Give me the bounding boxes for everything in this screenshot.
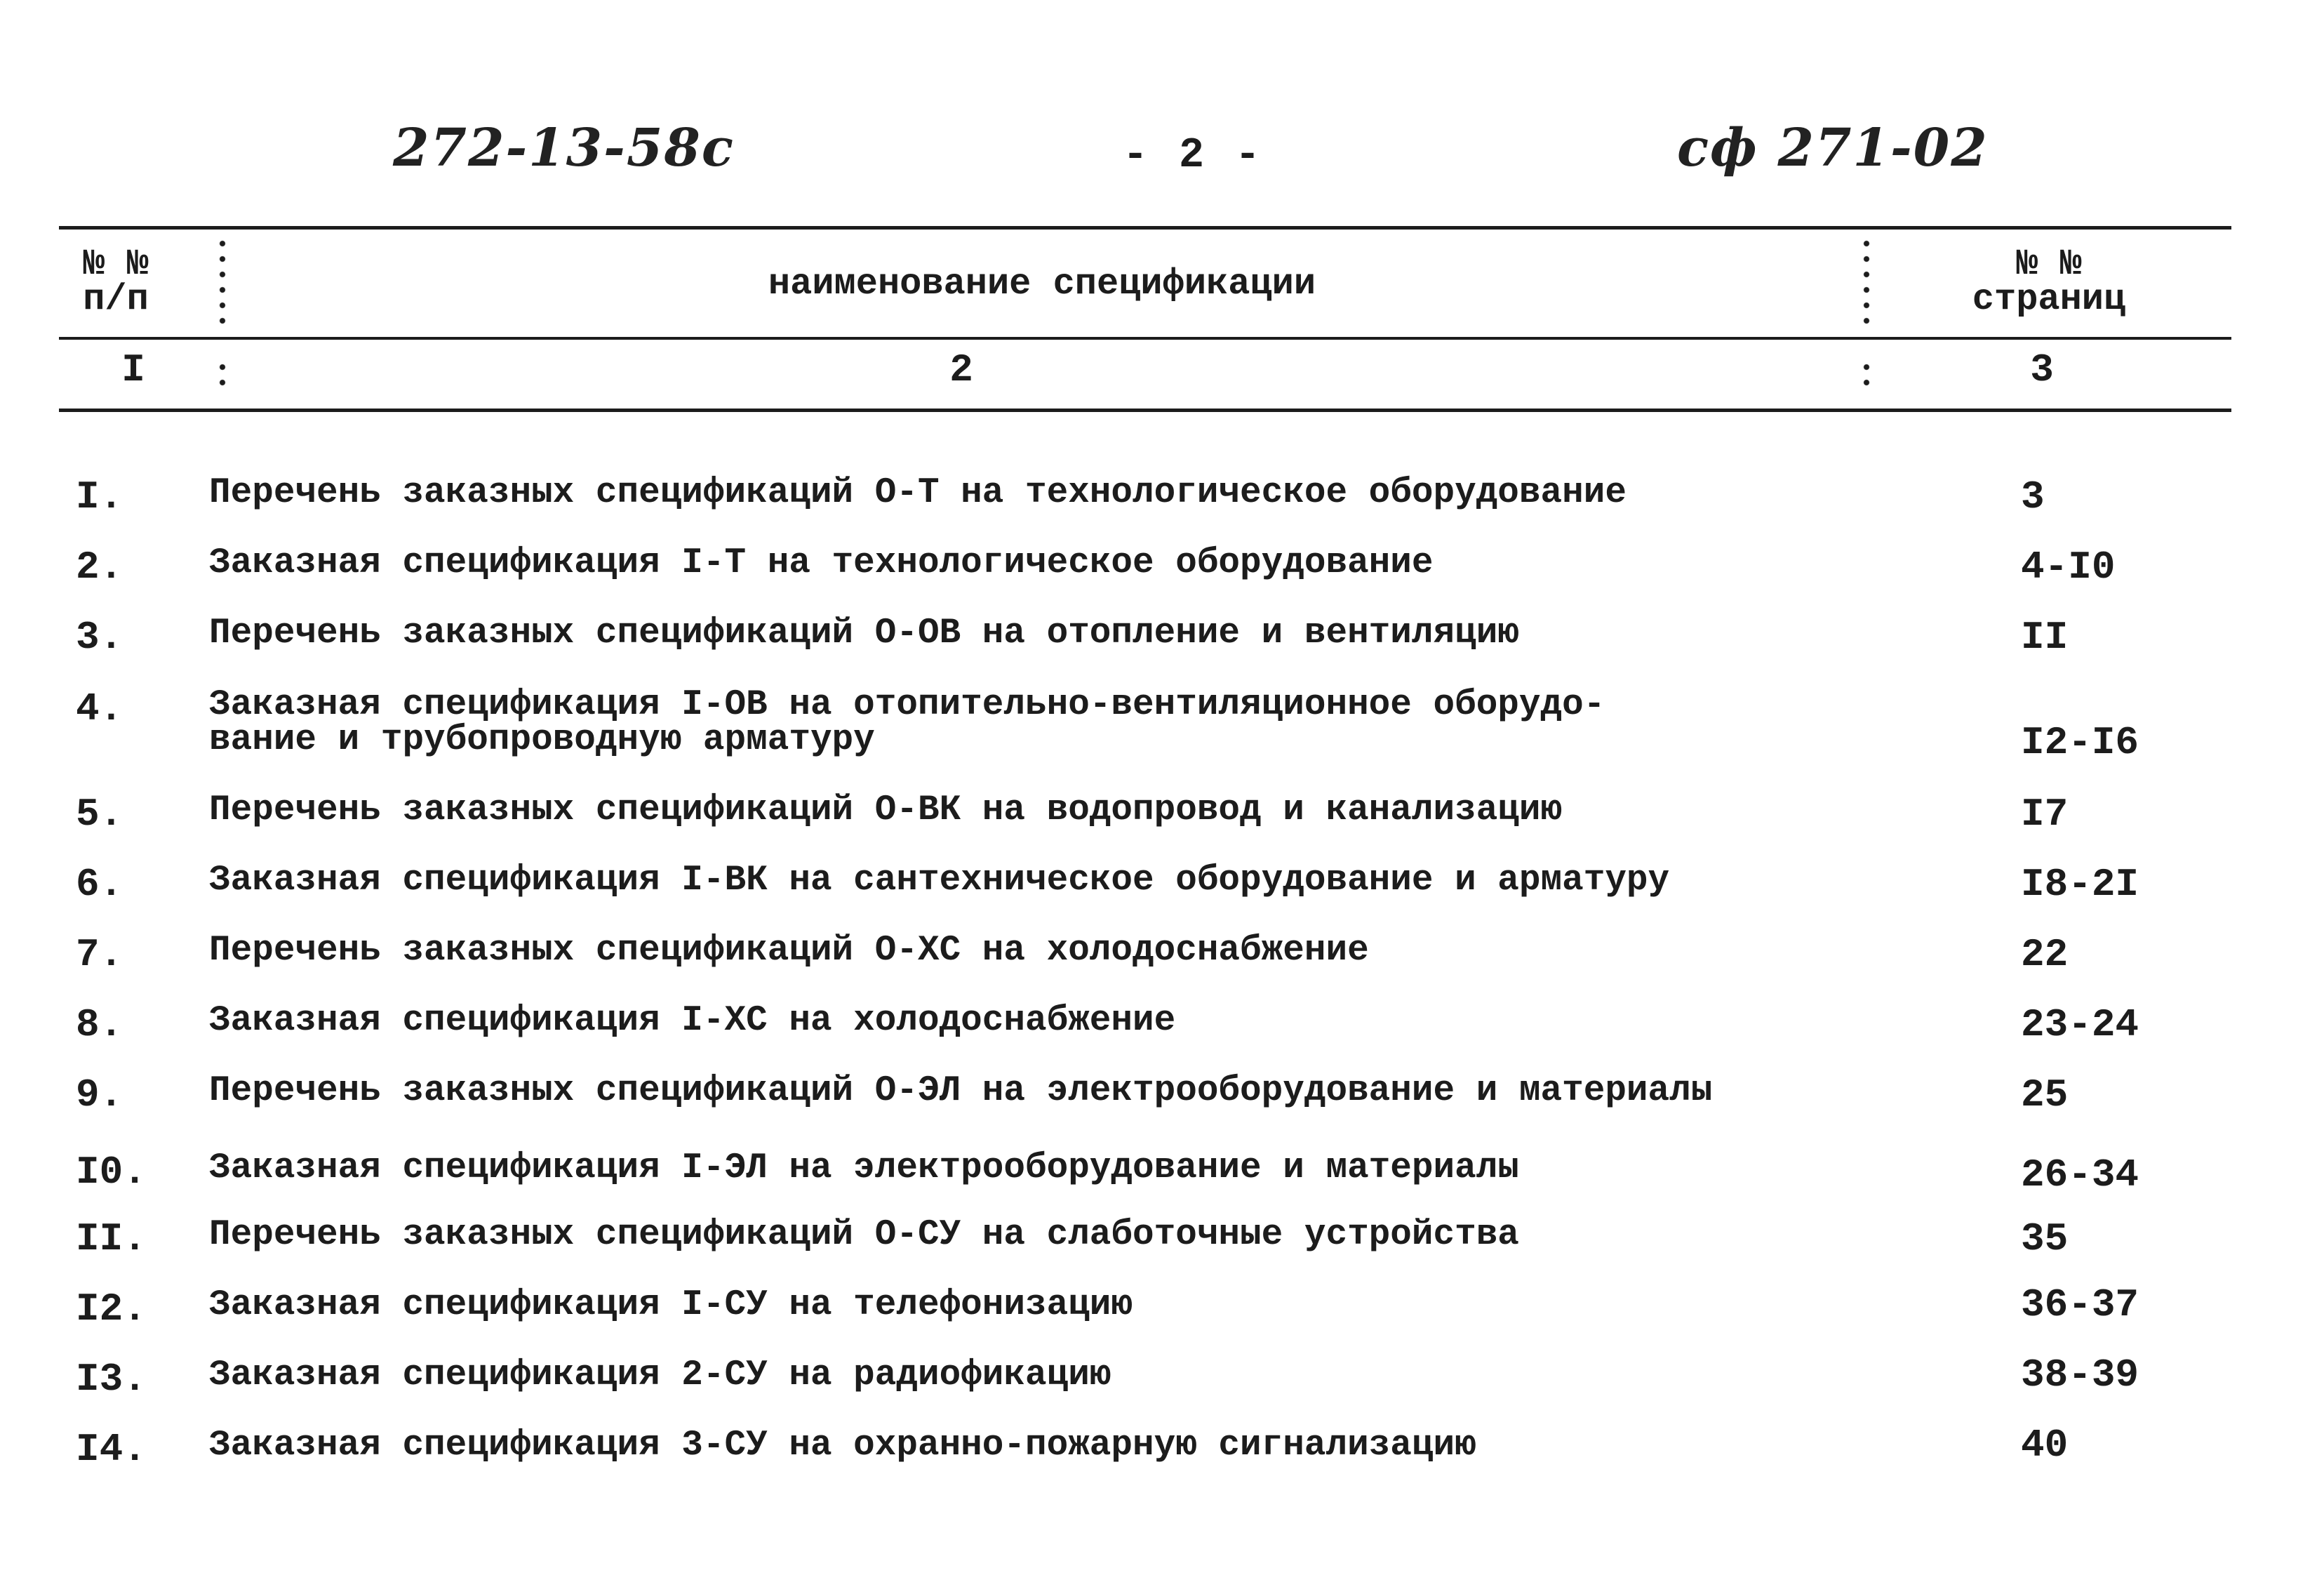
document-code-left: 272-13-58с — [393, 118, 735, 178]
table-top-rule — [59, 226, 2231, 230]
column-header-name: наименование спецификации — [768, 263, 1316, 305]
document-code-right: сф 271-02 — [1677, 118, 1989, 178]
column-header-number: № № п/п — [83, 244, 149, 320]
table-numbering-rule — [59, 409, 2231, 412]
page-number: - 2 - — [1123, 132, 1264, 180]
column-number-3: 3 — [2030, 347, 2054, 392]
table-header-rule — [59, 337, 2231, 340]
column-separator — [219, 359, 226, 390]
column-separator — [1863, 359, 1870, 390]
column-separator — [219, 236, 226, 328]
column-separator — [1863, 236, 1870, 328]
column-number-1: I — [121, 347, 145, 392]
column-header-pages: № № страниц — [1972, 244, 2126, 320]
column-number-2: 2 — [949, 347, 973, 392]
